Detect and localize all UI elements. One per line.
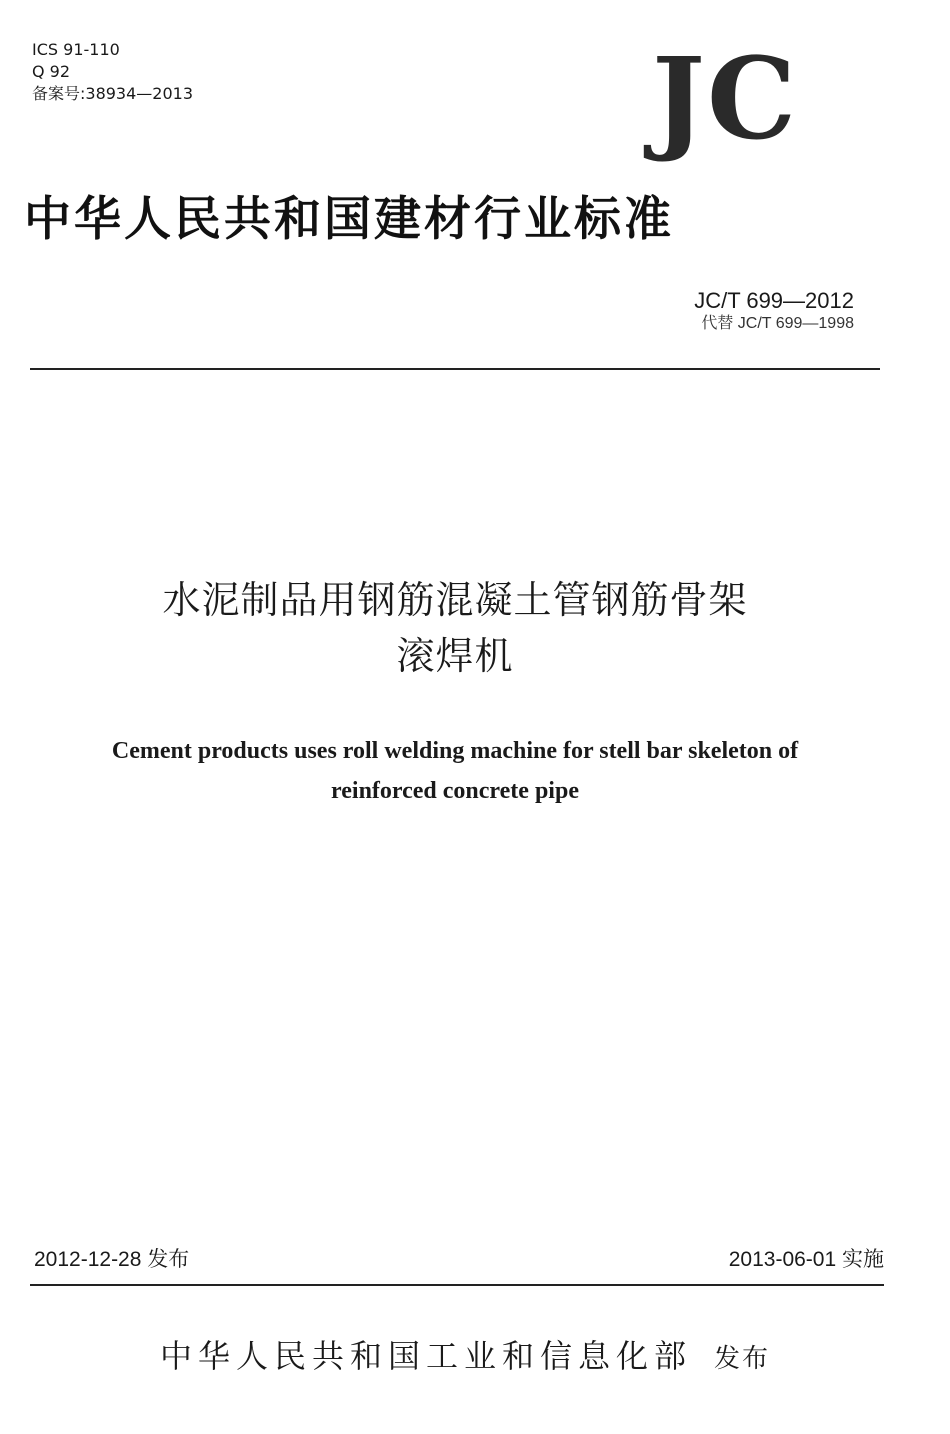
- filing-number: 备案号:38934—2013: [32, 84, 194, 103]
- header-divider: [30, 368, 880, 370]
- issuer-name: 中华人民共和国工业和信息化部: [160, 1337, 693, 1375]
- replaces-standard: 代替 JC/T 699—1998: [701, 315, 854, 332]
- ccs-code: Q 92: [32, 62, 71, 81]
- footer-divider: [30, 1284, 884, 1286]
- title-en-line1: Cement products uses roll welding machine for stell bar skeleton of: [111, 738, 799, 764]
- title-cn-line1: 水泥制品用钢筋混凝土管钢筋骨架: [162, 578, 748, 622]
- standard-number: JC/T 699—2012: [694, 288, 854, 313]
- jc-logo: JC: [652, 34, 799, 165]
- issuer-action: 发布: [714, 1344, 771, 1374]
- issuer: [160, 1334, 770, 1381]
- standard-header: 中华人民共和国建材行业标准: [24, 192, 674, 247]
- effective-date: 2013-06-01 实施: [728, 1248, 884, 1271]
- ics-code: ICS 91-110: [32, 40, 120, 59]
- title-cn-line2: 滚焊机: [396, 634, 514, 678]
- publish-date: 2012-12-28 发布: [34, 1248, 190, 1271]
- title-en-line2: reinforced concrete pipe: [331, 778, 579, 804]
